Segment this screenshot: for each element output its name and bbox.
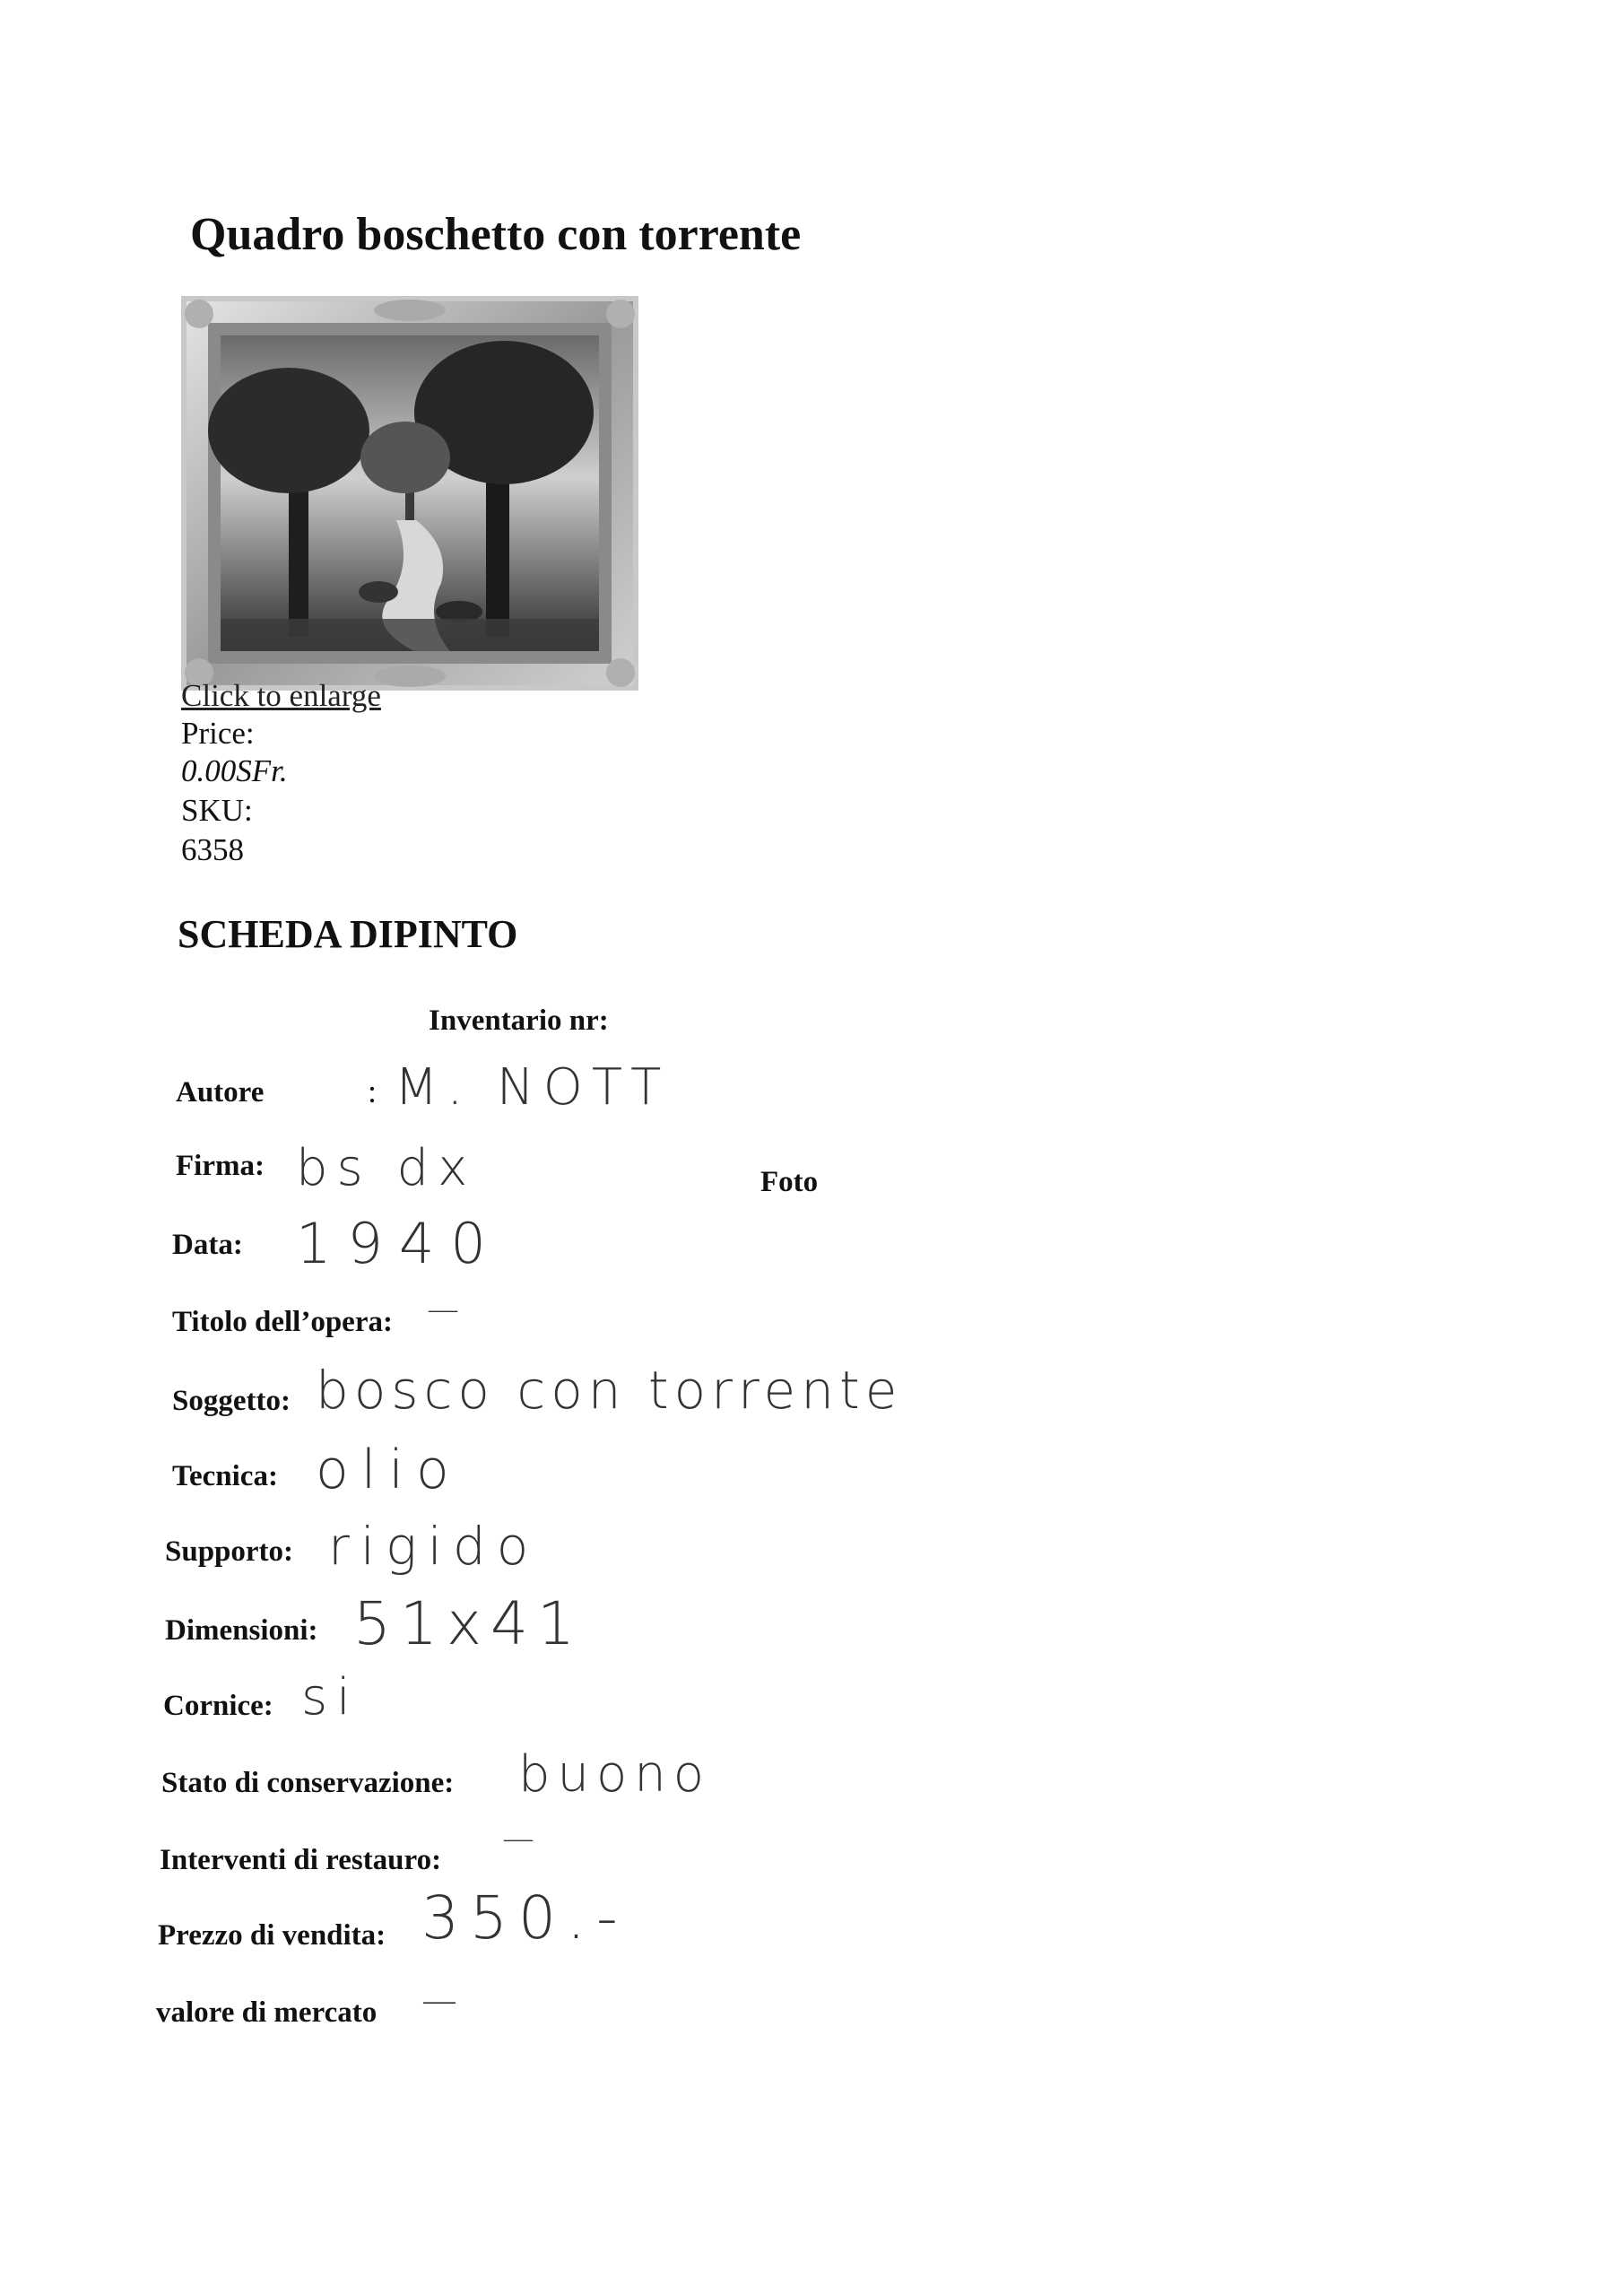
field-value-data: 1940 <box>296 1211 502 1276</box>
field-label-autore: Autore <box>176 1076 265 1109</box>
field-value-valore: — <box>421 1980 466 2022</box>
field-label-titolo: Titolo dell’opera: <box>172 1306 393 1338</box>
field-value-autore: M. NOTT <box>395 1058 671 1117</box>
field-value-firma: bs dx <box>296 1139 477 1197</box>
field-label-firma: Firma: <box>176 1150 265 1182</box>
sku-label: SKU: <box>181 793 253 828</box>
price-value: 0.00SFr. <box>181 753 288 788</box>
field-label-tecnica: Tecnica: <box>172 1460 278 1492</box>
field-label-stato: Stato di conservazione: <box>161 1767 455 1799</box>
field-label-supporto: Supporto: <box>165 1535 294 1568</box>
field-value-dimensioni: 51x41 <box>353 1589 585 1658</box>
field-value-cornice: si <box>301 1668 360 1726</box>
field-label-soggetto: Soggetto: <box>172 1385 291 1417</box>
field-value-tecnica: olio <box>316 1439 462 1501</box>
sku-value: 6358 <box>181 832 244 867</box>
painting-thumbnail[interactable] <box>181 296 638 691</box>
sheet-heading: SCHEDA DIPINTO <box>178 912 518 956</box>
field-value-interventi: — <box>502 1821 543 1857</box>
field-value-supporto: rigido <box>328 1516 540 1577</box>
field-value-soggetto: bosco con torrente <box>316 1360 903 1421</box>
field-value-stato: buono <box>518 1745 712 1804</box>
field-label-interventi: Interventi di restauro: <box>160 1844 442 1876</box>
enlarge-link[interactable]: Click to enlarge <box>181 678 381 713</box>
autore-colon: : <box>368 1074 378 1109</box>
field-label-valore: valore di mercato <box>156 1996 378 2029</box>
painting-image <box>181 296 638 691</box>
price-label: Price: <box>181 716 255 751</box>
field-label-dimensioni: Dimensioni: <box>165 1614 318 1647</box>
field-label-data: Data: <box>172 1229 243 1261</box>
field-value-titolo: — <box>427 1292 468 1328</box>
field-label-cornice: Cornice: <box>163 1690 273 1722</box>
photo-label: Foto <box>760 1166 819 1198</box>
field-label-prezzo: Prezzo di vendita: <box>158 1919 386 1952</box>
page-title: Quadro boschetto con torrente <box>190 209 802 260</box>
inventory-label: Inventario nr: <box>429 1004 609 1037</box>
field-value-prezzo: 350.- <box>421 1883 629 1952</box>
